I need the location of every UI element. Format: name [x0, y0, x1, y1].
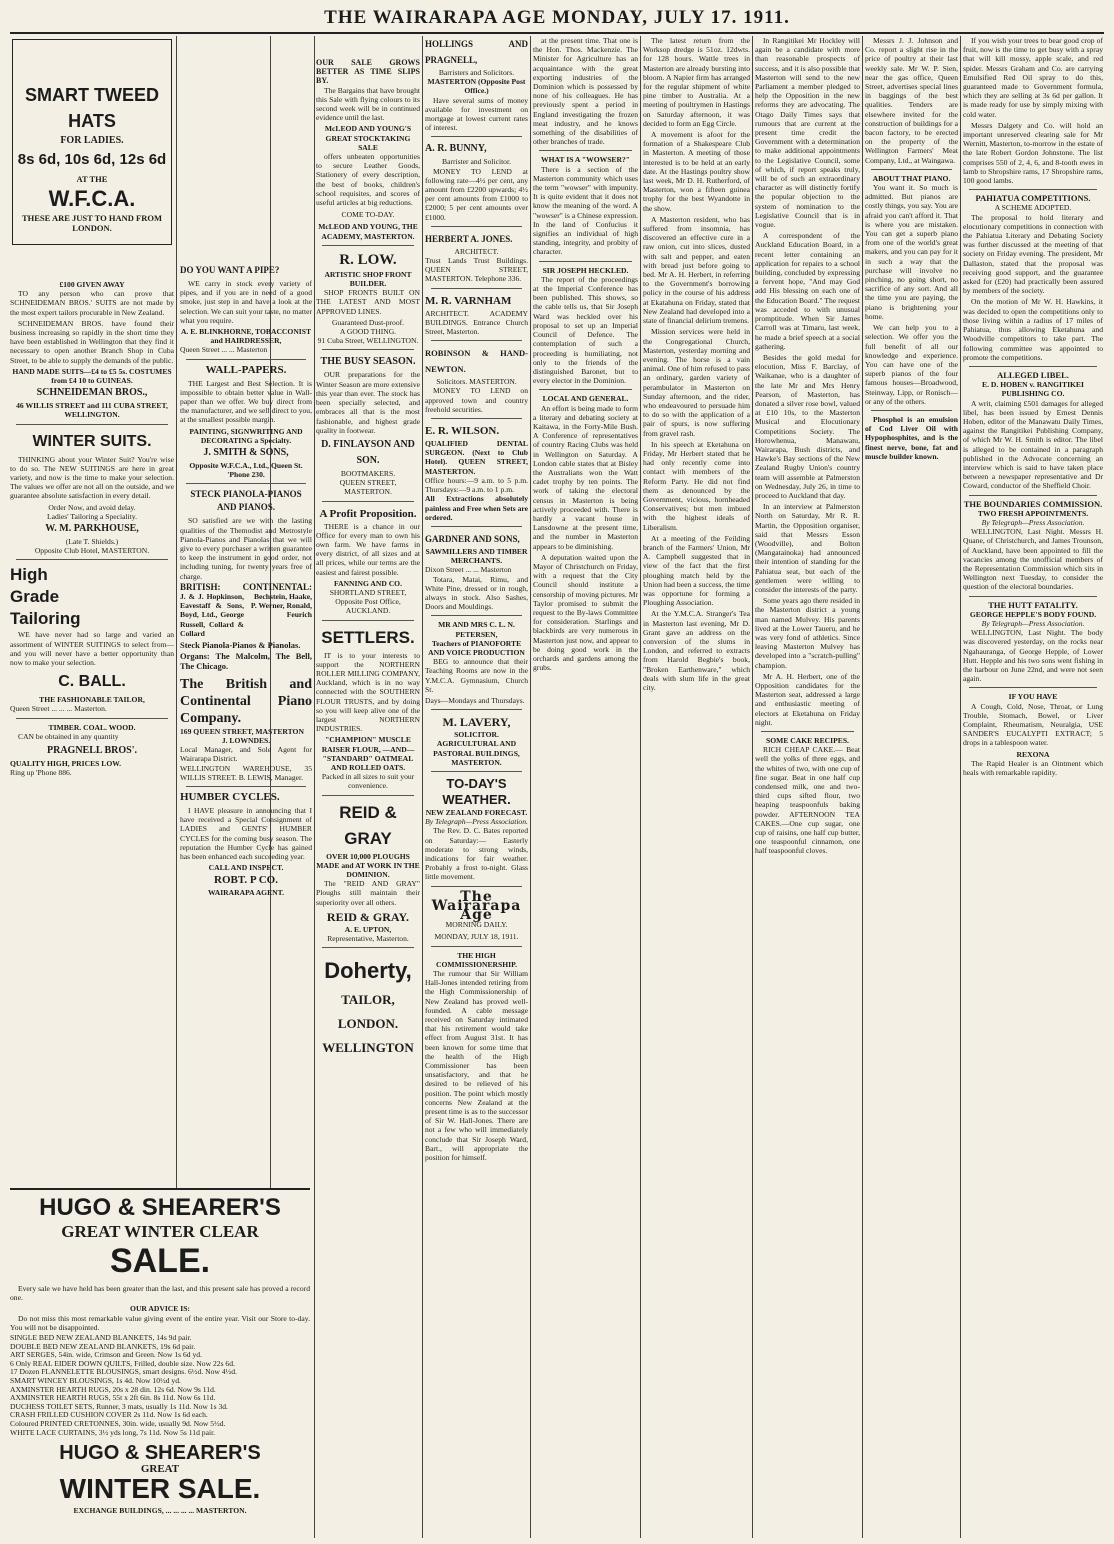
- wilson-role: QUALIFIED DENTAL SURGEON. (Next to Club Hotel). QUEEN STREET, MASTERTON.: [425, 439, 528, 476]
- tailoring-text: WE have never had so large and varied an assortment of WINTER SUITINGS to select from—and you will never have a better opportunity than now to make your selection.: [10, 630, 174, 668]
- hollings-name: HOLLINGS AND PRAGNELL,: [425, 39, 528, 65]
- col9-text: If you wish your trees to bear good crop of fruit, now is the time to get busy with a spray that will kill mossy, apple scale, and red spider. Messrs Graham and Co. are carrying Emulsified Red Oil spray to do this, guaranteed made to Government formula, which they are selling at 3s 6d per gallon. It is made ready for use by simply mixing with cold water.: [963, 36, 1103, 119]
- british-company-address: 169 QUEEN STREET, MASTERTON: [180, 726, 304, 736]
- gardner-name: GARDNER AND SONS,: [425, 533, 520, 544]
- weather-sub: NEW ZEALAND FORECAST.: [425, 807, 528, 817]
- wowser-title: WHAT IS A "WOWSER?": [541, 155, 630, 165]
- upton-name: A. E. UPTON,: [344, 924, 392, 934]
- col7-text-6: Mr A. H. Herbert, one of the Opposition candidates for the Masterton seat, addressed a large and enthusiastic meeting of electors at Eketahuna on Friday night.: [755, 671, 860, 727]
- humber-text: I HAVE pleasure in announcing that I have received a Special Consignment of LADIES and GENTS' HUMBER CYCLES for the coming busy season. The reputation the Humber Cycle has gained has been enhanced each succeeding year.: [180, 805, 312, 861]
- sander-title: IF YOU HAVE: [1008, 692, 1058, 702]
- humber-title: HUMBER CYCLES.: [180, 790, 280, 803]
- hugo-sale-item: SINGLE BED NEW ZEALAND BLANKETS, 14s 9d pair.: [10, 1333, 192, 1343]
- col6-text-6: At a meeting of the Feilding branch of the Farmers' Union, Mr A. Campbell suggested that in view of the fact that the first ploughing match held by the Union had been a success, the time was opportune for forming a Ploughing Association.: [643, 533, 750, 608]
- hats-for: FOR LADIES.: [60, 135, 124, 146]
- gardner-address: Dixon Street ... ... Masterton: [425, 565, 512, 575]
- column-7: [755, 36, 860, 1538]
- hugo-sale-item: 17 Dozen FLANNELETTE BLOUSINGS, smart designs. 6½d. Now 4½d.: [10, 1367, 237, 1377]
- hugo-foot-sale: WINTER SALE.: [59, 1473, 261, 1505]
- ball-trade: THE FASHIONABLE TAILOR,: [39, 695, 145, 705]
- about-text-2: We can help you to a selection. We offer you the full benefit of all our knowledge and experience. You can have one of the superb pianos of the four famous houses—Broadwood, Steinway, Lipp, or Ronisch—or any of the others.: [865, 323, 958, 406]
- upton-role: Representative, Masterton.: [327, 934, 409, 944]
- col8-text: Messrs J. J. Johnson and Co. report a slight rise in the price of poultry at their last weekly sale. Mr W. P. Sien, near the gas office, Queen Street, advertises special lines in baggings of the best qualities. Tenders are elsewhere invited for the construction of buildings for a bacon factory, to be erected on the property of the Wellington Farmers' Meat Company, Ltd., at Waingawa.: [865, 36, 958, 165]
- organs-line: Organs: The Malcolm, The Bell, The Chicago.: [180, 651, 312, 671]
- british-heading: BRITISH:: [180, 581, 221, 592]
- hc-text: The rumour that Sir William Hall-Jones intended retiring from the High Commissionership of New Zealand has proved well-founded. A cable message received on Saturday intimated that his retirement would take effect from August 31st. It has been known for some time that the health of the High Commissioner has been unsatisfactory, and that he desired to be relieved of his position. The point which mostly concerns New Zealand at the present time is as to the successor of Sir W. Hall-Jones. There are not a few who will immediately conclude that Sir Joseph Ward, Bart., will appropriate the position for himself.: [425, 969, 528, 1163]
- lowndes-role: Local Manager, and Sole Agent for Wairarapa District.: [180, 745, 312, 764]
- pipe-heading: DO YOU WANT A PIPE?: [180, 265, 280, 275]
- hugo-address: EXCHANGE BUILDINGS, ... ... ... ... MASTERTON.: [73, 1506, 247, 1516]
- reid-gray-text: OVER 10,000 PLOUGHS MADE and AT WORK IN THE DOMINION.: [316, 851, 420, 879]
- schneideman-name: SCHNEIDEMAN BROS.,: [36, 387, 148, 399]
- jones-address: Trust Lands Trust Buildings. QUEEN STREET, MASTERTON. Telephone 336.: [425, 256, 528, 284]
- about-title: ABOUT THAT PIANO.: [872, 173, 951, 183]
- hutt-title: THE HUTT FATALITY.: [988, 599, 1078, 610]
- low-address: 91 Cuba Street, WELLINGTON.: [317, 336, 419, 346]
- hugo-sale-item: SMART WINCEY BLOUSINGS, 1s 4d. Now 10½d yd.: [10, 1375, 181, 1385]
- wilson-name: E. R. WILSON.: [425, 425, 500, 438]
- libel-title: ALLEGED LIBEL.: [997, 369, 1069, 380]
- mcleod-text: offers unbeaten opportunities to secure Leather Goods, Stationery of every description, the best of books, children's school requisites, and scores of useful articles at big reductions.: [316, 152, 420, 208]
- paper-sub: MORNING DAILY.: [445, 920, 508, 930]
- paper-date: MONDAY, JULY 18, 1911.: [434, 932, 519, 942]
- doherty-city-2: WELLINGTON: [322, 1040, 414, 1056]
- column-3-content: [316, 58, 420, 1538]
- hugo-sale-item: 6 Only REAL EIDER DOWN QUILTS, Frilled, double size. Now 22s 6d.: [10, 1358, 235, 1368]
- wall-papers-title: WALL-PAPERS.: [205, 363, 287, 376]
- pragnell-text: CAN be obtained in any quantity: [18, 731, 119, 741]
- hollings-text: Have several sums of money available for investment on mortgage at lowest current rates of interest.: [425, 95, 528, 133]
- profit-text: THERE is a chance in our Office for every man to own his own farm. We have farms in every district, of all sizes and at all prices, while our terms are the easiest and fairest possible.: [316, 521, 420, 577]
- pahiatua-text-2: On the motion of Mr W. H. Hawkins, it was decided to open the competitions only to those living within a radius of 17 miles of Pahiatua, thus allowing Eketahuna and Woodville competitors to take part. The following committee was appointed to promote the competitions.: [963, 297, 1103, 362]
- winter-order: Order Now, and avoid delay.: [48, 502, 136, 512]
- ball-address: Queen Street ... ... ... Masterton.: [10, 704, 107, 714]
- pahiatua-sub: A SCHEME ADOPTED.: [994, 203, 1072, 213]
- steck-text: SO satisfied are we with the lasting qualities of the Themodist and Metrostyle Pianola-Pianos and Pianolas that we will give to every purchaser a written guarantee to keep the instrument in good order, not including tuning, for twenty years free of charge.: [180, 516, 312, 581]
- steck-title: STECK PIANOLA-PIANOS AND PIANOS.: [190, 489, 302, 513]
- libel-text: A writ, claiming £501 damages for alleged libel, has been issued by Ernest Dennis Hoben, editor of the Manawatu Daily Times, against the Rangitikei Publishing Company, of which Mr W. H. Smith is editor. The libel is alleged to be contained in a paragraph published in the Advocate concerning an interview which is said to have taken place between a newspaper representative and Dr Coward, conductor of the Sheffield Choir.: [963, 398, 1103, 491]
- hugo-sale-item: DOUBLE BED NEW ZEALAND BLANKETS, 19s 6d pair.: [10, 1341, 196, 1351]
- hugo-advice: OUR ADVICE IS:: [130, 1304, 190, 1314]
- reid-gray-title: REID & GRAY: [339, 802, 397, 848]
- continental-heading: CONTINENTAL:: [242, 581, 312, 592]
- hugo-sale-item: Coloured PRINTED CRETONNES, 30in. wide, usually 9d. Now 5½d.: [10, 1418, 226, 1428]
- doherty-city: LONDON.: [337, 1016, 399, 1032]
- petersen-name: MR AND MRS C. L. N. PETERSEN,: [438, 620, 515, 639]
- hats-prices: 8s 6d, 10s 6d, 12s 6d: [17, 151, 167, 169]
- hugo-sale-item: CRASH FRILLED CUSHION COVER 2s 11d. Now 1s 6d each.: [10, 1410, 208, 1420]
- jones-role: ARCHITECT.: [454, 246, 499, 256]
- local-title: LOCAL AND GENERAL.: [542, 394, 629, 404]
- champion-flour: "CHAMPION" MUSCLE RAISER FLOUR, —AND— "STANDARD" OATMEAL AND ROLLED OATS.: [321, 735, 415, 772]
- rexona-text: The Rapid Healer is an Ointment which heals with remarkable rapidity.: [963, 758, 1103, 778]
- doherty-name: Doherty,: [324, 958, 412, 984]
- lavery-name: M. LAVERY,: [442, 715, 511, 730]
- winter-suits-title: WINTER SUITS.: [32, 432, 152, 450]
- cake-text: RICH CHEAP CAKE.— Beat well the yolks of three eggs, and the whites of two, with one cup of fine sugar. Beat in one half cup condensed milk, one and two-third cups sifted flour, two heaping teaspoonfuls baking powder. AFTERNOON TEA CAKES.—One cup sugar, one cup of raisins, one half cup butter, one teaspoonful cinnamon, one half teaspoonful cloves.: [755, 745, 860, 856]
- blinkhorne-address: Queen Street ... ... Masterton: [180, 345, 268, 355]
- hugo-sale: SALE.: [109, 1242, 211, 1280]
- wowser-text: There is a section of the Masterton community which uses the term "wowser" with impunity. It is quite evident that it does not know the meaning of the word. A "wowser" is a Chinese expression. In the land of Confucius it signifies an individual of high standing, integrity, and probity of character.: [533, 164, 638, 257]
- weather-title: TO-DAY'S WEATHER.: [442, 775, 511, 807]
- schneideman-address: 46 WILLIS STREET and 111 CUBA STREET, WELLINGTON.: [16, 401, 168, 420]
- col7-text: In Rangitikei Mr Hockley will again be a candidate with more than reasonable prospects of success, and it is also possible that Masterton will send to the new Parliament a member pledged to help the Opposition in the new reforms they are advocating. The Otago Daily Times says that rumours that are current at the present time credit the Government with a determination to make additional appointments to the Legislative Council, some of which, if report speaks truly, will be of such an extraordinary character as will distinctly fortify the popular objection to the system of nomination to the Legislative Council that is in vogue.: [755, 36, 860, 230]
- smith-address: Opposite W.F.C.A., Ltd., Queen St. 'Phone 230.: [189, 461, 303, 480]
- col7-text-4: In an interview at Palmerston North on Saturday, Mr R. R. Martin, the Opposition organiser, said that Messrs Esson (Woodville), and Bolton (Mangatainoka) had announced their intention of standing for the Pahiatua seat, but each of the gentlemen were willing to consider the interests of the party.: [755, 502, 860, 594]
- heckled-text: The report of the proceedings at the Imperial Conference has been published. This shows, so the cable tells us, that Sir Joseph Ward was heckled over his proposal to set up an Imperial Council of Defence. The contemplation of such a proceeding is humiliating, not only to the friends of the distinguished Baronet, but to every elector in the Dominion.: [533, 274, 638, 386]
- pragnell-ring: Ring up 'Phone 886.: [10, 768, 72, 778]
- humber-call: CALL AND INSPECT.: [208, 863, 284, 873]
- varnham-name: M. R. VARNHAM: [425, 294, 512, 307]
- lowndes-name: J. LOWNDES.: [221, 735, 271, 745]
- hutt-by: By Telegraph—Press Association.: [981, 618, 1085, 628]
- lavery-text: AGRICULTURAL AND PASTORAL BUILDINGS, MASTERTON.: [433, 739, 520, 767]
- wall-papers-text: THE Largest and Best Selection. It is impossible to obtain better value in Wall-paper than we offer. We buy direct from the manufacturer, and we sell direct to you, at the smallest possible margin.: [180, 378, 312, 425]
- smith-name: J. SMITH & SONS,: [203, 447, 289, 459]
- robt-name: ROBT. P CO.: [214, 874, 278, 887]
- winter-suits-text: THINKING about your Winter Suit? You're wise to do so. The NEW SUITINGS are here in great variety, and now is the time to make your selection. The values we offer are not all on the outside, and we guarantee absolute satisfaction in every detail.: [10, 454, 174, 501]
- low-text: SHOP FRONTS BUILT ON THE LATEST AND MOST APPROVED LINES.: [316, 288, 420, 316]
- hats-at: AT THE: [76, 174, 108, 185]
- pragnell-tag: QUALITY HIGH, PRICES LOW.: [10, 759, 122, 769]
- phosphol-text: Phosphol is an emulsion of Cod Liver Oil with Hypophosphites, and is the finest nerve, bone, fat and muscle builder known.: [865, 414, 958, 461]
- bunny-role: Barrister and Solicitor.: [442, 157, 511, 167]
- col6-text-5: In his speech at Eketahuna on Friday, Mr Herbert stated that he had only recently come into contact with members of the Reform Party. He did not find them as denounced by the Government, vicious, hornheaded Conservatives; but men imbued with the highest ideals of Liberalism.: [643, 439, 750, 532]
- col6-text-3: A Masterton resident, who has suffered from insomnia, has discovered an effective cure in a raw onion, cut into slices, dusted with salt and pepper, and eaten with bread just before going to bed. Mr A. H. Herbert, in referring to the Government's borrowing policy in the course of his address at Ekatahuna on Friday, stated that New Zealand had developed into a state of financial delirium tremens.: [643, 214, 750, 326]
- robinson-role: Solicitors. MASTERTON.: [436, 377, 517, 387]
- mcleod-sale-heading: McLEOD AND YOUNG'S GREAT STOCKTAKING SALE: [324, 124, 412, 152]
- hugo-great: GREAT WINTER CLEAR: [61, 1222, 259, 1241]
- winter-ladies: Ladies' Tailoring a Speciality.: [46, 511, 138, 521]
- col6-text: The latest return from the Worksop dredge is 51oz. 12dwts. for 128 hours. Wattle trees in Masterton are already bursting into bloom. A Napier firm has arranged for the regular shipment of white pine timber to Australia. At a meeting of poultrymen in Hastings on Saturday afternoon, it was decided to form an Egg Circle.: [643, 36, 750, 128]
- pahiatua-text: The proposal to hold literary and elocutionary competitions in connection with the Pahiatua Literary and Debating Society was further discussed at the meeting of that society on Friday evening. The president, Mr Dallaston, stated that the proposal was receiving good support, and the guarantee asked for (£20) had practically been assured by members of the society.: [963, 212, 1103, 296]
- come-today: COME TO-DAY.: [341, 210, 395, 220]
- hugo-sale-item: ART SERGES, 54in. wide, Crimson and Green. Now 1s 6d yd.: [10, 1350, 202, 1360]
- col6-text-2: A movement is afoot for the formation of a Shakespeare Club in Masterton. A meeting of those interested is to be held at an early date. At the Hastings poultry show last week, Mr D. H. Rutherford, of Masterton, won a fifteen guinea trophy for the best Wyandotte in the show.: [643, 130, 750, 213]
- col9-text-2: Messrs Dalgety and Co. will hold an important unreserved clearing sale for Mr Wernitt, Masterton, to-morrow in the estate of the late Robert Gordon Johnstone. The list comprises 550 of 2, 4, 6, and 8-tooth ewes in lamb to Shropshire rams, 17 Shropshire rams, 100 good lambs.: [963, 120, 1103, 186]
- column-9: [963, 36, 1103, 1538]
- column-4: [425, 36, 528, 1538]
- cake-title: SOME CAKE RECIPES.: [766, 736, 849, 746]
- hollings-address: MASTERTON (Opposite Post Office.): [427, 77, 526, 96]
- finlayson-trade: BOOTMAKERS.: [340, 468, 396, 478]
- hugo-sale-item: AXMINSTER HEARTH RUGS, 55t x 2ft 6in. 8s 11d. Now 6s 11d.: [10, 1393, 216, 1403]
- wall-papers-trade: PAINTING, SIGNWRITING AND DECORATING a Specialty.: [189, 426, 303, 445]
- col7-text-5: Some years ago there resided in the Masterton district a young man named Mulvey. His parents lived at the Lower Taueru, and he was very fond of athletics. Since leaving Masterton Mulvey has developed into a "scratch-pulling" champion.: [755, 596, 860, 670]
- gardner-text: Totara, Matai, Rimu, and White Pine, dressed or in rough, always in stock. Also Sashes, Doors and Mouldings.: [425, 574, 528, 612]
- col7-text-3: Besides the gold medal for elocution, Miss F. Barclay, of Waikanae, who is a daughter of the late Mr and Mrs Henry Pearson, of Masterton, has donated a silver rose bowl, valued at £10 10s, to the Masterton Musical and Elocutionary Competitions Society. The Horowhenua, Manawatu, Wairarapa, Bush districts, and Hawke's Bay sections of the New Zealand Rugby Union's country team will assemble at Palmerston on Wednesday, July 26, in time to proceed to Auckland that day.: [755, 352, 860, 500]
- about-text: You want it. So much is admitted. But pianos are costly things, you say. You are afraid you can't afford it. That is where you are mistaken. You can get a superb piano from one of the world's great makers, and you can pay for it in such a way that the purchase will involve no pinching, no going short, no sacrifice of any sort. And all the time you are paying, the piano is brightening your home.: [865, 183, 958, 321]
- heckled-title: SIR JOSEPH HECKLED.: [542, 265, 629, 275]
- robt-role: WAIRARAPA AGENT.: [207, 888, 285, 898]
- steck-line: Steck Pianola-Pianos & Pianolas.: [180, 640, 301, 651]
- boundaries-by: By Telegraph—Press Association.: [981, 517, 1085, 527]
- lavery-role: SOLICITOR.: [454, 730, 499, 740]
- doherty-trade: TAILOR,: [341, 992, 395, 1008]
- column-6: [643, 36, 750, 1538]
- weather-by: By Telegraph—Press Association.: [425, 817, 528, 827]
- british-company: The British and Continental Piano Company.: [180, 676, 312, 726]
- petersen-text: BEG to announce that their Teaching Rooms are now in the Y.M.C.A. Gymnasium, Church St.: [425, 657, 528, 694]
- local-text-2: A deputation waited upon the Mayor of Christchurch on Friday, with a request that the City Council should institute a censorship of moving pictures. Mr Taylor promised to submit the request to the By-laws Committee for consideration. Starlings and blackbirds are very numerous in Masterton just now, and appear to be doing good work in the orchards and gardens among the grubs.: [533, 552, 638, 673]
- wilson-note: All Extractions absolutely painless and Free when Sets are ordered.: [425, 494, 528, 522]
- packed-note: Packed in all sizes to suit your convenience.: [321, 772, 415, 791]
- hugo-advice-text: Do not miss this most remarkable value giving event of the entire year. Visit our Store to-day. You will not be disappointed.: [10, 1313, 310, 1332]
- hollings-role: Barristers and Solicitors.: [438, 68, 515, 77]
- masthead: THE WAIRARAPA AGE MONDAY, JULY 17. 1911.: [10, 4, 1104, 34]
- reward-heading: £100 GIVEN AWAY: [59, 280, 125, 289]
- col5-text: at the present time. That one is the Hon. Thos. Mackenzie. The Minister for Agriculture has an acquaintance with the great exporting industries of the Dominion which is possessed by none of his colleagues. He has previously spent a period in England investigating the frozen meat industry, and he knows something of the disabilities of other branches of trade.: [533, 36, 638, 147]
- petersen-role: Teachers of PIANOFORTE AND VOICE PRODUCTION: [428, 638, 525, 657]
- local-text: An effort is being made to form a literary and debating society at Kaitawa, in the Forty-Mile Bush. A Conference of representatives of country Racing Clubs was held in Wellington on Saturday. A London cable states that at Bisley the Australians won the Watt cadet trophy by ten points. The work of taking the electoral census in Masterton is being actively proceeded with. There is hardly a vacant house in Lansdowne at the present time, and the number in Masterton appears to be diminishing.: [533, 403, 638, 551]
- hats-note: THESE ARE JUST TO HAND FROM LONDON.: [21, 213, 163, 233]
- tailoring-title: High Grade Tailoring: [10, 565, 81, 629]
- bunny-text: MONEY TO LEND at following rate—4½ per cent, any amount from £2200 upwards; 4½ per cent amounts from £1000 to £2000; 5 per cent amounts over £1000.: [425, 166, 528, 222]
- robinson-name: ROBINSON & HAND-NEWTON.: [425, 348, 528, 375]
- hugo-foot-title: HUGO & SHEARER'S: [59, 1442, 261, 1465]
- boundaries-text: WELLINGTON, Last Night. Messrs H. Quane, of Christchurch, and James Trounson, of Auckland, have been appointed to fill the vacancies among the unofficial members of the Representation Commission which sits in Wellington next Tuesday, to consider the question of the electoral boundaries.: [963, 527, 1103, 592]
- hats-store: W.F.C.A.: [48, 186, 136, 212]
- hugo-title: HUGO & SHEARER'S: [39, 1194, 281, 1221]
- hutt-sub: GEORGE HEPPLE'S BODY FOUND.: [969, 609, 1097, 619]
- settlers-text: IT is to your interests to support the NORTHERN ROLLER MILLING COMPANY, Auckland, which is in no way connected with the SOUTHERN FLOUR TRUSTS, and by doing so you will keep alive one of the largest NORTHERN INDUSTRIES.: [316, 650, 420, 734]
- profit-title: A Profit Proposition.: [319, 507, 417, 520]
- hugo-items: [10, 1334, 310, 1437]
- low-guarantee: Guaranteed Dust-proof.: [331, 317, 405, 327]
- pragnell-name: PRAGNELL BROS'.: [46, 745, 138, 757]
- col7-text-2: A correspondent of the Auckland Education Board, in a recent letter containing an application for repairs to a school building, concluded by expressing a fervent hope, "And may God add His blessing on each one of the Education Board." The request was acceded to with unusual promptitude. When Sir James Carroll was at Timaru, last week, he made a brief speech at a social gathering.: [755, 231, 860, 351]
- jones-name: HERBERT A. JONES.: [425, 233, 513, 244]
- finlayson-address: QUEEN STREET, MASTERTON.: [339, 478, 397, 497]
- rexona-title: REXONA: [1016, 749, 1050, 759]
- low-name: R. LOW.: [339, 251, 397, 268]
- reid-gray-ploughs: The "REID AND GRAY" Ploughs still maintain their superiority over all others.: [316, 879, 420, 907]
- ball-name: C. BALL.: [58, 673, 126, 691]
- varnham-role: ARCHITECT. ACADEMY BUILDINGS. Entrance Church Street, Masterton.: [425, 308, 528, 337]
- sale-text: The Bargains that have brought this Sale with flying colours to its second week will be in continued evidence until the last.: [316, 85, 420, 123]
- hc-title: THE HIGH COMMISSIONERSHIP.: [436, 950, 517, 969]
- hugo-foot-great: GREAT: [140, 1463, 180, 1476]
- low-good: A GOOD THING.: [339, 327, 397, 337]
- schneideman-footer: HAND MADE SUITS—£4 to £5 5s. COSTUMES from £4 10 to GUINEAS.: [12, 366, 172, 386]
- blinkhorne-name: A. E. BLINKHORNE, TOBACCONIST and HAIRDRESSER,: [180, 327, 312, 346]
- pahiatua-title: PAHIATUA COMPETITIONS.: [975, 193, 1091, 204]
- hats-title: SMART TWEED HATS: [25, 85, 159, 131]
- busy-text: OUR preparations for the Winter Season are more extensive this year than ever. The stock has been specially selected, and embraces all that is the most fashionable, and highest grade quality in footwear.: [316, 370, 420, 435]
- fanning-name: FANNING AND CO.: [334, 578, 402, 588]
- libel-sub: E. D. HOBEN v. RANGITIKEI PUBLISHING CO.: [982, 380, 1084, 399]
- parkhouse-late: (Late T. Shields.): [65, 537, 119, 547]
- parkhouse-name: W. M. PARKHOUSE,: [45, 523, 139, 535]
- hugo-text: Every sale we have held has been greater than the last, and this present sale has proved a record one.: [10, 1284, 310, 1303]
- warehouse-address: WELLINGTON WAREHOUSE, 35 WILLIS STREET. B. LEWIS, Manager.: [180, 763, 312, 782]
- continental-makers: Bechstein, Haake, P. Werner, Ronald, Feurich: [250, 592, 312, 620]
- schneideman-text: SCHNEIDEMAN BROS. have found their business increasing so rapidly in the short time they have been established in Wellington that they find it necessary to open another Branch Shop in Cuba Street, to be able to supply the demands of the public.: [10, 318, 174, 365]
- petersen-days: Days—Mondays and Thursdays.: [425, 695, 525, 705]
- hugo-sale-item: WHITE LACE CURTAINS, 3½ yds long, 7s 11d. Now 5s 11d pair.: [10, 1427, 216, 1437]
- hutt-text: WELLINGTON, Last Night. The body was discovered yesterday, on the rocks near Ngahauranga, of George Hepple, of Lower Hutt. Hepple and his two sons went fishing in the harbour on June 22nd, and were not seen again.: [963, 628, 1103, 684]
- reid-gray-name: REID & GRAY.: [326, 909, 410, 924]
- column-8: [865, 36, 958, 1538]
- column-1-lower: [10, 280, 174, 1184]
- hugo-sale-item: DUCHESS TOILET SETS, Runner, 3 mats, usually 1s 11d. Now 1s 3d.: [10, 1401, 228, 1411]
- finlayson-name: D. FINLAYSON AND SON.: [321, 438, 415, 466]
- british-makers: J. & J. Hopkinson, Eavestaff & Sons, Boyd, Ltd., George Russell, Collard & Collard: [180, 592, 244, 638]
- col6-text-4: Mission services were held in the Congregational Church, Masterton, yesterday morning and evening. The horse is a vain animal. One of him refused to pass an ordinary, garden variety of perambulator in Masterton on Sunday afternoon, and the rider, who endeavoured to persuade him to do so with the application of a pair of spurs, is now suffering from gravel rash.: [643, 327, 750, 438]
- settlers-title: SETTLERS.: [321, 627, 415, 647]
- busy-season: THE BUSY SEASON.: [320, 356, 416, 368]
- boundaries-title: THE BOUNDARIES COMMISSION.: [963, 498, 1103, 509]
- fanning-address: SHORTLAND STREET, Opposite Post Office, AUCKLAND.: [329, 587, 407, 616]
- robinson-text: MONEY TO LEND on approved town and country freehold securities.: [425, 386, 528, 414]
- weather-text: The Rev. D. C. Bates reported on Saturday:— Easterly moderate to strong winds, indications for fair weather. Probably a frost to-night. Glass little movement.: [425, 826, 528, 882]
- column-5: [533, 36, 638, 1538]
- mcleod-name: McLEOD AND YOUNG, THE ACADEMY, MASTERTON.: [318, 222, 418, 241]
- boundaries-sub: TWO FRESH APPOINTMENTS.: [977, 508, 1089, 518]
- paper-title: The Wairarapa Age: [431, 888, 522, 923]
- hugo-sale-item: AXMINSTER HEARTH RUGS, 20s x 28 din. 12s 6d. Now 9s 11d.: [10, 1384, 216, 1394]
- pipe-text: WE carry in stock every variety of pipes, and if you are in need of a good smoke, just step in and have a look at the selection. We can suit your taste, no matter what you require.: [180, 279, 312, 325]
- hugo-shearer-advert: [10, 1188, 310, 1538]
- reward-text: TO any person who can prove that SCHNEIDEMAN BROS.' SUITS are not made by the most expert tailors procurable in New Zealand.: [10, 289, 174, 317]
- timber-heading: TIMBER. COAL. WOOD.: [48, 722, 136, 732]
- hats-advert: [12, 39, 172, 245]
- parkhouse-address: Opposite Club Hotel, MASTERTON.: [34, 546, 150, 556]
- sander-text: A Cough, Cold, Nose, Throat, or Lung Trouble, Stomach, Bowel, or Liver Complaint, Rheumatism, Neuralgia, USE SANDER'S EUCALYPTI EXTRACT; 5 drops in a tablespoon water.: [963, 701, 1103, 748]
- wilson-hours: Office hours:—9 a.m. to 5 p.m. Thursdays:—9 a.m. to 1 p.m.: [425, 475, 528, 495]
- gardner-role: SAWMILLERS AND TIMBER MERCHANTS.: [425, 546, 528, 566]
- low-trade: ARTISTIC SHOP FRONT BUILDER.: [324, 269, 412, 289]
- col6-text-7: At the Y.M.C.A. Stranger's Tea in Masterton last evening, Mr D. Grant gave an address on the conversion of the slums in London, and referred to extracts from Harold Begbie's book, "Broken Earthenware," which deals with slum life in the great city.: [643, 609, 750, 693]
- sale-box-heading: OUR SALE GROWS BETTER AS TIME SLIPS BY.: [316, 58, 420, 86]
- bunny-name: A. R. BUNNY,: [425, 143, 487, 155]
